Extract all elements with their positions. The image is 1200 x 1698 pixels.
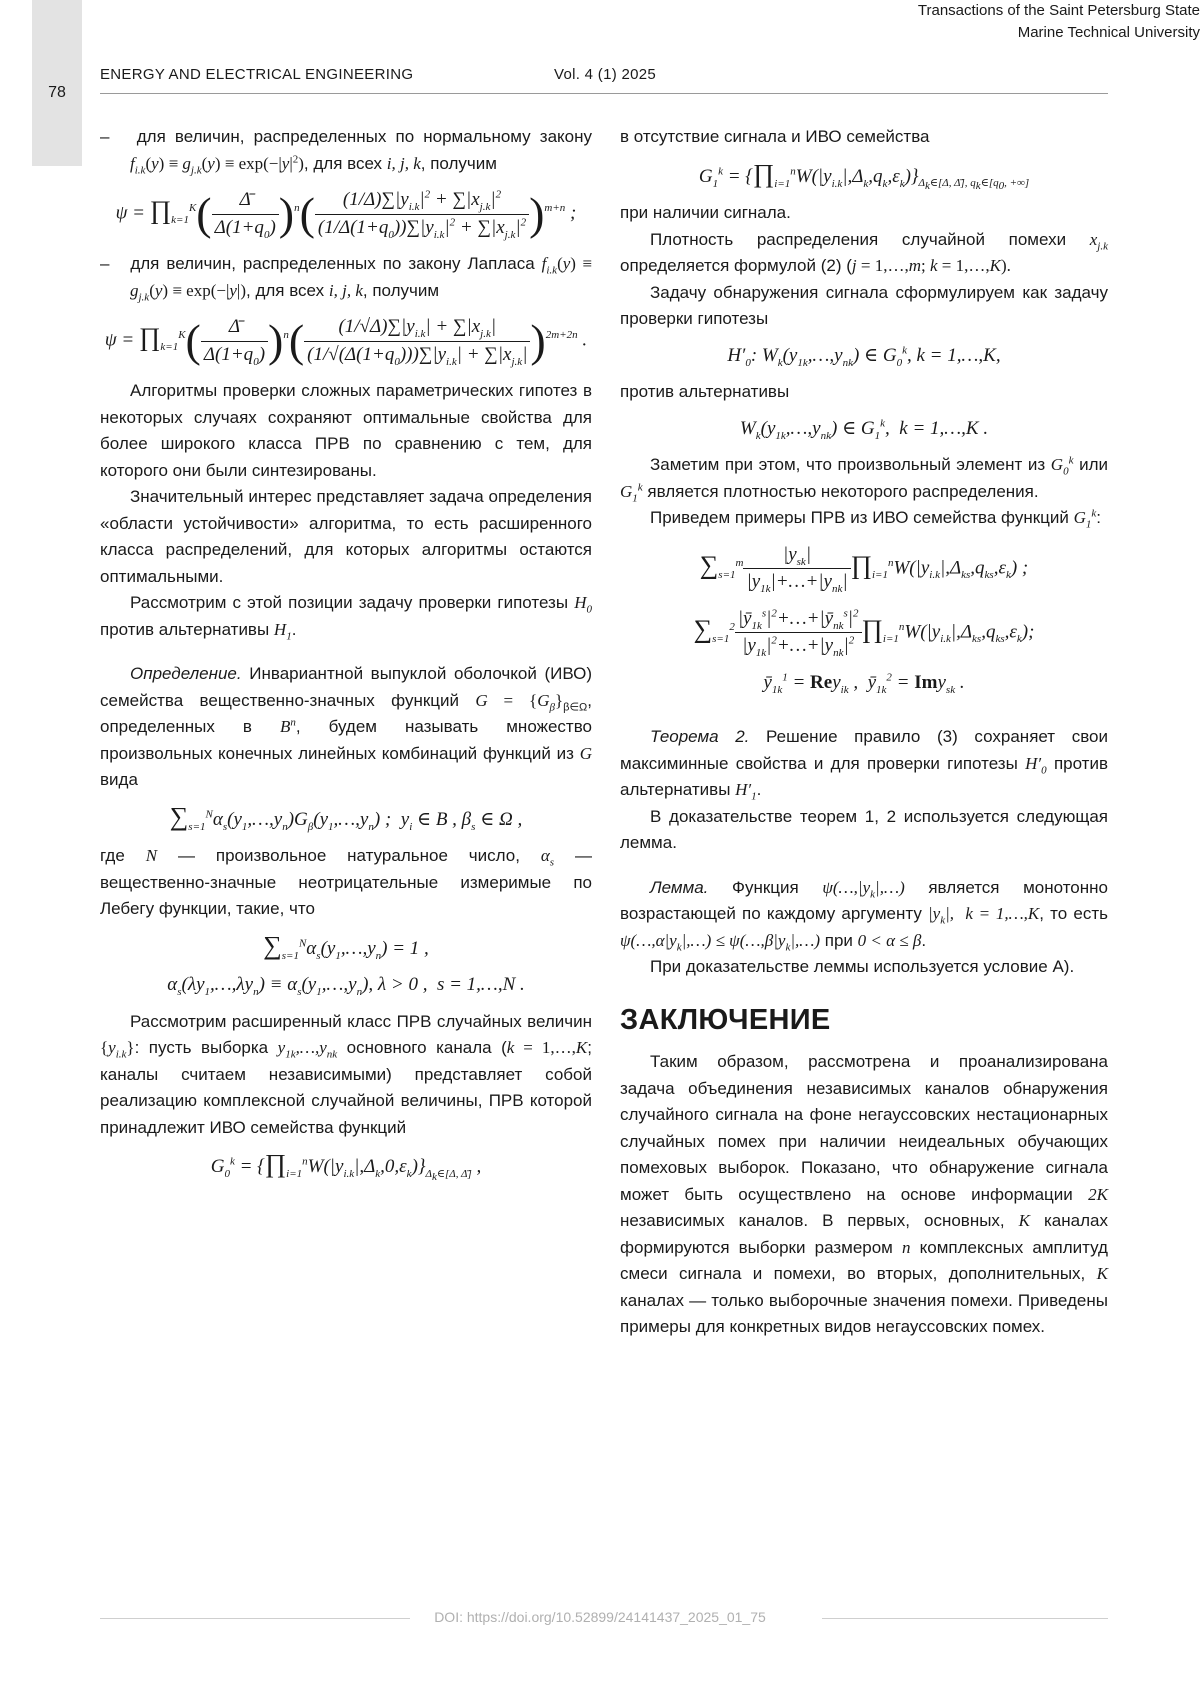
lemma: Лемма. Функция ψ(…,|yk|,…) является монотонно возрастающей по каждому аргументу |yk|, k = 1,…,K, то есть ψ(…,α|yk|,…) ≤ ψ(…,β|yk|,…) при 0 < α ≤ β. bbox=[620, 875, 1108, 955]
journal-title-line2: Marine Technical University bbox=[0, 22, 1200, 44]
equation-example-1: ∑s=1m |ysk| |y1k|+…+|ynk| ∏i=1nW(|yi.k|,Δks,qks,εk) ; bbox=[620, 542, 1108, 596]
journal-section: ENERGY AND ELECTRICAL ENGINEERING bbox=[100, 66, 413, 83]
paragraph-r7: Приведем примеры ПРВ из ИВО семейства функций G1k: bbox=[620, 505, 1108, 532]
paragraph-2: Значительный интерес представляет задача определения «области устойчивости» алгоритма, то есть расширенного класса распределений, для которых алгоритмы остаются оптимальными. bbox=[100, 484, 592, 590]
page-tab bbox=[32, 0, 82, 166]
equation-psi-normal: ψ = ∏k=1K( Δ̄ Δ(1+q0) )n( (1/Δ)∑|yi.k|2 + ∑|xj.k|2 (1/Δ(1+q0))∑|yi.k|2 + ∑|xj.k|2 )m+n ; bbox=[100, 187, 592, 241]
paragraph-4: где N — произвольное натуральное число, αs — вещественно-значные неотрицательные измеримые по Лебегу функции, такие, что bbox=[100, 843, 592, 923]
paragraph-5: Рассмотрим расширенный класс ПРВ случайных величин {yi.k}: пусть выборка y1k,…,ynk основного канала (k = 1,…,K; каналы считаем независимыми) представляет собой реализацию комплексной случайной величины, ПРВ которой принадлежит ИВО семейства функций bbox=[100, 1009, 592, 1142]
paragraph-r4: Задачу обнаружения сигнала сформулируем как задачу проверки гипотезы bbox=[620, 280, 1108, 333]
theorem-2: Теорема 2. Решение правило (3) сохраняет свои максиминные свойства и для проверки гипотезы H′0 против альтернативы H′1. bbox=[620, 724, 1108, 804]
paragraph-r5: против альтернативы bbox=[620, 379, 1108, 406]
paragraph-r3: Плотность распределения случайной помехи xj.k определяется формулой (2) (j = 1,…,m; k = 1,…,K). bbox=[620, 227, 1108, 280]
page-number: 78 bbox=[32, 84, 82, 102]
equation-G1: G1k = {∏i=1nW(|yi.k|,Δk,qk,εk)}Δk∈[Δ, Δ̄], qk∈[q0, +∞] bbox=[620, 161, 1108, 191]
conclusion-paragraph: Таким образом, рассмотрена и проанализирована задача объединения независимых каналов обнаружения случайного сигнала на фоне негауссовских нестационарных случайных помех при наличии неидеальных обучающих помеховых выборок. Показано, что обнаружение сигнала может быть осуществлено на основе информации 2K независимых каналов. В первых, основных, K каналах формируются выборки размером n комплексных амплитуд смеси сигнала и помехи, во вторых, дополнительных, K каналах — только выборочные значения помехи. Приведены примеры для конкретных видов негауссовских помех. bbox=[620, 1049, 1108, 1341]
journal-title bbox=[0, 0, 1200, 44]
dash-item-normal: – для величин, распределенных по нормальному закону fi.k(y) ≡ gj.k(y) ≡ exp(−|y|2), для всех i, j, k, получим bbox=[100, 124, 592, 177]
header-rule bbox=[100, 93, 1108, 94]
equation-linear-combination: ∑s=1Nαs(y1,…,yn)Gβ(y1,…,yn) ; yi ∈ B , βs ∈ Ω , bbox=[100, 804, 592, 834]
paragraph-3: Рассмотрим с этой позиции задачу проверки гипотезы H0 против альтернативы H1. bbox=[100, 590, 592, 643]
equation-alpha-sum: ∑s=1Nαs(y1,…,yn) = 1 , bbox=[100, 933, 592, 963]
dash-item-laplace: – для величин, распределенных по закону Лапласа fi.k(y) ≡ gj.k(y) ≡ exp(−|y|), для всех i, j, k, получим bbox=[100, 251, 592, 304]
equation-hypothesis: H′0: Wk(y1k,…,ynk) ∈ G0k, k = 1,…,K, bbox=[620, 343, 1108, 370]
doi-footer: DOI: https://doi.org/10.52899/24141437_2025_01_75 bbox=[0, 1609, 1200, 1625]
paragraph-r6: Заметим при этом, что произвольный элемент из G0k или G1k является плотностью некоторого распределения. bbox=[620, 452, 1108, 505]
section-heading-conclusion: ЗАКЛЮЧЕНИЕ bbox=[620, 1007, 1108, 1034]
equation-alpha-invariance: αs(λy1,…,λyn) ≡ αs(y1,…,yn), λ > 0 , s = 1,…,N . bbox=[100, 972, 592, 999]
paragraph-1: Алгоритмы проверки сложных параметрических гипотез в некоторых случаях сохраняют оптимальные свойства для более широкого класса ПРВ по сравнению с тем, для которого они были синтезированы. bbox=[100, 378, 592, 484]
paragraph-r2: при наличии сигнала. bbox=[620, 200, 1108, 227]
right-column bbox=[620, 124, 1108, 1341]
definition-paragraph: Определение. Инвариантной выпуклой оболочкой (ИВО) семейства вещественно-значных функций G = {Gβ}β∈Ω, определенных в Bn, будем называть множество произвольных конечных линейных комбинаций функций из G вида bbox=[100, 661, 592, 794]
equation-example-2: ∑s=12 |ȳ1ks|2+…+|ȳnks|2 |y1k|2+…+|ynk|2 ∏i=1nW(|yi.k|,Δks,qks,εk); bbox=[620, 606, 1108, 660]
journal-volume: Vol. 4 (1) 2025 bbox=[554, 66, 656, 83]
equation-alternative: Wk(y1k,…,ynk) ∈ G1k, k = 1,…,K . bbox=[620, 416, 1108, 443]
journal-title-line1: Transactions of the Saint Petersburg State bbox=[0, 0, 1200, 22]
paragraph-r8: В доказательстве теорем 1, 2 используется следующая лемма. bbox=[620, 804, 1108, 857]
left-column bbox=[100, 124, 592, 1191]
equation-psi-laplace: ψ = ∏k=1K( Δ̄ Δ(1+q0) )n( (1/√Δ)∑|yi.k| + ∑|xj.k| (1/√(Δ(1+q0)))∑|yi.k| + ∑|xj.k| )2m+2n . bbox=[100, 314, 592, 368]
equation-re-im: ȳ1k1 = Reyik , ȳ1k2 = Imysk . bbox=[620, 670, 1108, 697]
paragraph-r9: При доказательстве леммы используется условие А). bbox=[620, 954, 1108, 981]
paragraph-r1: в отсутствие сигнала и ИВО семейства bbox=[620, 124, 1108, 151]
equation-G0: G0k = {∏i=1nW(|yi.k|,Δk,0,εk)}Δk∈[Δ, Δ̄] , bbox=[100, 1151, 592, 1181]
